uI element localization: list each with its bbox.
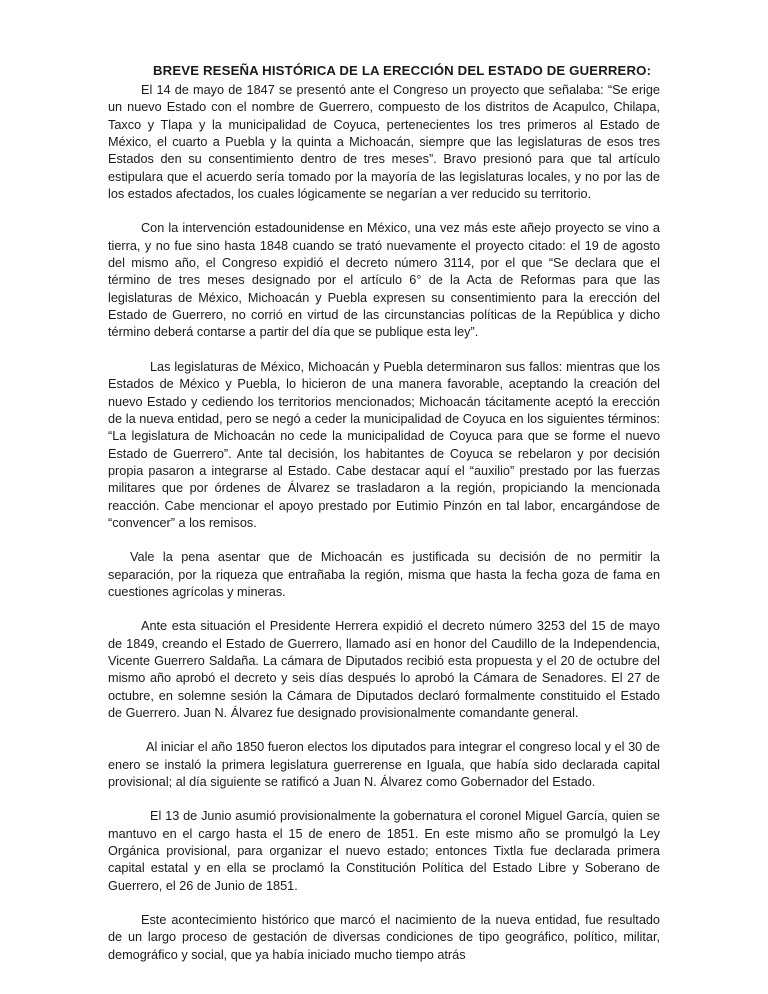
paragraph-8: Este acontecimiento histórico que marcó el nacimiento de la nueva entidad, fue resultado de un largo proceso de gestación de diversas condiciones de tipo geográfico, político, militar, demográfico y social, que ya había iniciado mucho tiempo atrás [108, 913, 660, 962]
paragraph-5: Ante esta situación el Presidente Herrera expidió el decreto número 3253 del 15 de mayo de 1849, creando el Estado de Guerrero, llamado así en honor del Caudillo de la Independencia, Vicente Guerrero Saldaña. La cámara de Diputados recibió esta propuesta y el 20 de octubre del mismo año aprobó el decreto y seis días después lo aprobó la Cámara de Senadores. El 27 de octubre, en solemne sesión la Cámara de Diputados declaró formalmente constituido el Estado de Guerrero. Juan N. Álvarez fue designado provisionalmente comandante general. [108, 619, 660, 720]
document-title: BREVE RESEÑA HISTÓRICA DE LA ERECCIÓN DEL ESTADO DE GUERRERO: [153, 63, 652, 78]
paragraph-3: Las legislaturas de México, Michoacán y Puebla determinaron sus fallos: mientras que los Estados de México y Puebla, lo hicieron de una manera favorable, aceptando la creación del nuevo Estado y cediendo los territorios mencionados; Michoacán tácitamente aceptó la erección de la nueva entidad, pero se negó a ceder la municipalidad de Coyuca en los siguientes términos: “La legislatura de Michoacán no cede la municipalidad de Coyuca para que se forme el nuevo Estado de Guerrero”. Ante tal decisión, los habitantes de Coyuca se rebelaron y por decisión propia pasaron a integrarse al Estado. Cabe destacar aquí el “auxilio” prestado por las fuerzas militares que por órdenes de Álvarez se trasladaron a la región, propiciando la mencionada reacción. Cabe mencionar el apoyo prestado por Eutimio Pinzón en tal labor, encargándose de “convencer” a los remisos. [108, 359, 660, 530]
paragraph-2: Con la intervención estadounidense en México, una vez más este añejo proyecto se vino a tierra, y no fue sino hasta 1848 cuando se trató nuevamente el proyecto citado: el 19 de agosto del mismo año, el Congreso expidió el decreto número 3114, por el que “Se declara que el término de tres meses designado por el artículo 6° de la Acta de Reformas para que las legislaturas de México, Michoacán y Puebla expresen su consentimiento para la erección del Estado de Guerrero, no corrió en virtud de las circunstancias políticas de la República y dicho término deberá contarse a partir del día que se publique esta ley”. [108, 221, 660, 340]
paragraph-7: El 13 de Junio asumió provisionalmente la gobernatura el coronel Miguel García, quien se mantuvo en el cargo hasta el 15 de enero de 1851. En este mismo año se promulgó la Ley Orgánica provisional, para organizar el nuevo estado; entonces Tixtla fue declarada primera capital estatal y en ella se proclamó la Constitución Política del Estado Libre y Soberano de Guerrero, el 26 de Junio de 1851. [108, 809, 660, 893]
paragraph-6: Al iniciar el año 1850 fueron electos los diputados para integrar el congreso local y el 30 de enero se instaló la primera legislatura guerrerense en Iguala, que había sido declarada capital provisional; al día siguiente se ratificó a Juan N. Álvarez como Gobernador del Estado. [108, 740, 660, 790]
paragraph-1: El 14 de mayo de 1847 se presentó ante el Congreso un proyecto que señalaba: “Se erige un nuevo Estado con el nombre de Guerrero, compuesto de los distritos de Acapulco, Chilapa, Taxco y Tlapa y la municipalidad de Coyuca, pertenecientes los tres primeros al Estado de México, el cuarto a Puebla y la quinta a Michoacán, siempre que las legislaturas de esos tres Estados den su consentimiento dentro de tres meses”. Bravo presionó para que tal artículo estipulara que el acuerdo sería tomado por la mayoría de las legislaturas locales, y no por las de los estados afectados, los cuales lógicamente se negarían a ver reducido su territorio. [108, 83, 660, 202]
paragraph-4: Vale la pena asentar que de Michoacán es justificada su decisión de no permitir la separación, por la riqueza que entrañaba la región, misma que hasta la fecha goza de fama en cuestiones agrícolas y mineras. [108, 550, 660, 599]
